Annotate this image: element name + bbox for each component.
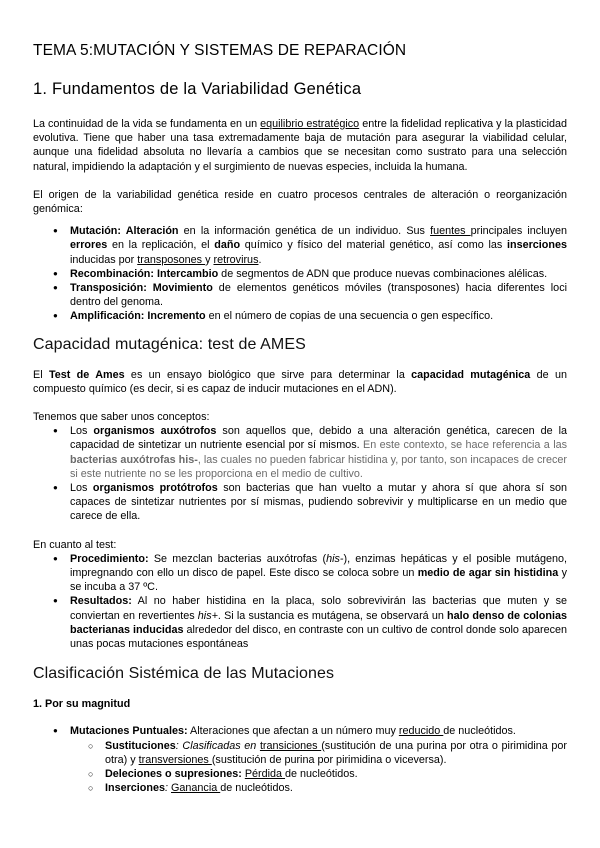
link-transiciones[interactable]: transiciones [259, 739, 322, 752]
section-heading-clasificacion: Clasificación Sistémica de las Mutaciones [33, 665, 335, 683]
text-run: Alteraciones que afectan a un número muy [187, 725, 399, 738]
text-run: de nucleótidos. [443, 725, 516, 738]
text-run: químico y físico del material genético, así como las [240, 239, 507, 252]
term-recombinacion: Recombinación: Intercambio [70, 267, 219, 280]
term-mutaciones-puntuales: Mutaciones Puntuales: [70, 725, 188, 738]
link-retrovirus[interactable]: retrovirus [213, 253, 259, 266]
paragraph-continuidad [33, 117, 567, 174]
list-item-procedimiento [33, 552, 567, 595]
text-run: Los [70, 482, 93, 495]
text-run: Se mezclan bacterias auxótrofas ( [148, 552, 327, 565]
text-run: : [165, 782, 172, 795]
link-transversiones[interactable]: transversiones [138, 753, 212, 766]
text-run: de elementos genéticos móviles (transposones) hacia diferentes loci dentro del genoma. [70, 282, 567, 309]
link-fuentes[interactable]: fuentes [430, 225, 471, 238]
list-item-transposicion [33, 281, 567, 309]
text-run: inducidas por [70, 253, 138, 266]
text-run: son aquellos que, debido a una alteración genética, carecen de la capacidad de sintetizar un nutriente esencial por sí mismos. [70, 425, 567, 452]
link-equilibrio[interactable]: equilibrio estratégico [260, 118, 360, 130]
list-item-deleciones [33, 767, 567, 781]
list-item-resultados [33, 594, 567, 651]
text-run: y se incuba a 37 ºC. [70, 567, 567, 594]
term-his-plus: his+ [197, 609, 218, 622]
paragraph-origen: El origen de la variabilidad genética reside en cuatro procesos centrales de alteración o reorganización genómica: [33, 188, 567, 216]
list-item-inserciones [33, 781, 567, 795]
term-transposicion: Transposición: Movimiento [70, 282, 213, 295]
document-title: TEMA 5:MUTACIÓN Y SISTEMAS DE REPARACIÓN [33, 42, 407, 59]
text-run: Al no haber histidina en la placa, solo sobrevivirán las bacterias que muten y se conviertan en revertientes [70, 595, 567, 622]
text-run: Los [70, 425, 94, 438]
term-inserciones-tipo: Inserciones [105, 782, 166, 795]
text-run: y [205, 253, 214, 266]
text-run: de nucleótidos. [285, 767, 358, 780]
term-inserciones: inserciones [506, 239, 567, 252]
term-halo-denso: halo denso de colonias bacterianas inducidas [70, 609, 567, 636]
list-item-recombinacion [33, 267, 567, 281]
term-mutacion: Mutación: Alteración [70, 225, 179, 238]
text-run-gray: En este contexto, se hace referencia a las [363, 439, 568, 452]
link-perdida[interactable]: Pérdida [244, 767, 286, 780]
list-item-auxotrofos [33, 424, 567, 481]
list-magnitud [33, 724, 567, 738]
text-run: (sustitución de una purina por otra o pirimidina por otra) y [105, 739, 567, 766]
text-run: . [258, 253, 262, 266]
paragraph-conceptos: Tenemos que saber unos conceptos: [33, 411, 210, 424]
list-item-amplificacion [33, 309, 567, 323]
subheading-por-magnitud: 1. Por su magnitud [33, 698, 131, 711]
text-run: . Si la sustancia es mutágena, se observará un [217, 609, 448, 622]
text-run: de un compuesto químico (es decir, si es capaz de inducir mutaciones en el ADN). [33, 368, 567, 395]
paragraph-en-cuanto: En cuanto al test: [33, 538, 117, 551]
list-tipos-puntuales [33, 739, 567, 796]
text-run: alrededor del disco, en contraste con un cultivo de control donde solo aparecen unas pocas mutaciones espontáneas [70, 623, 567, 651]
text-run: principales incluyen [470, 225, 568, 238]
section-heading-ames: Capacidad mutagénica: test de AMES [33, 335, 306, 353]
list-item-mutacion [33, 224, 567, 267]
link-reducido[interactable]: reducido [398, 725, 444, 738]
list-procesos [33, 224, 567, 323]
text-run: de nucleótidos. [220, 782, 293, 795]
link-ganancia[interactable]: Ganancia [171, 782, 221, 795]
text-run: en el número de copias de una secuencia o gen específico. [205, 310, 494, 323]
text-run: : Clasificadas en [175, 739, 260, 752]
text-run: La continuidad de la vida se fundamenta en un [33, 118, 261, 130]
term-bacterias-auxotrofas: bacterias auxótrofas his- [70, 453, 198, 466]
term-sustituciones: Sustituciones [105, 739, 176, 752]
text-run: en la replicación, el [107, 239, 215, 252]
text-run: entre la fidelidad replicativa y la plasticidad evolutiva. Tiene que haber una tasa extremadamente baja de mutación para asegurar la viabilidad celular, aunque una fidelidad absoluta no llevaría a cambios que se necesitan como sustrato para una selección natural, impidiendo la adaptación y el surgimiento de nuevas especies, incluida la humana. [33, 118, 568, 173]
term-test-ames: Test de Ames [48, 368, 125, 381]
term-errores: errores [70, 239, 108, 252]
text-run: El [33, 368, 49, 381]
list-item-puntuales [33, 724, 567, 738]
section-heading-fundamentos: 1. Fundamentos de la Variabilidad Genética [33, 80, 362, 98]
list-item-sustituciones [33, 739, 567, 767]
text-run: (sustitución de purina por pirimidina o viceversa). [211, 753, 447, 766]
term-medio-agar: medio de agar sin histidina [417, 567, 559, 580]
link-transposones[interactable]: transposones [137, 253, 206, 266]
term-deleciones: Deleciones o supresiones: [105, 767, 242, 780]
term-dano: daño [214, 239, 241, 252]
paragraph-test-ames [33, 368, 567, 396]
term-procedimiento: Procedimiento: [70, 552, 149, 565]
text-run: es un ensayo biológico que sirve para determinar la [124, 368, 412, 381]
text-run-gray: , las cuales no pueden fabricar histidina y, por tanto, son incapaces de crecer si este nutriente no se les proporciona en el medio de cultivo. [70, 453, 567, 480]
term-resultados: Resultados: [70, 595, 132, 608]
text-run: son bacterias que han vuelto a mutar y ahora sí que ahora sí son capaces de sintetizar nutrientes por sí mismas, pudiendo sobrevivir y multiplicarse en un medio que carece de ella. [70, 482, 567, 523]
list-conceptos [33, 424, 567, 523]
term-prototrofos: organismos protótrofos [92, 482, 218, 495]
text-run: en la información genética de un individuo. Sus [178, 225, 431, 238]
text-run: de segmentos de ADN que produce nuevas combinaciones alélicas. [218, 267, 548, 280]
term-auxotrofos: organismos auxótrofos [93, 425, 217, 438]
term-his-minus: his- [326, 552, 344, 565]
list-item-prototrofos [33, 481, 567, 524]
list-test [33, 552, 567, 651]
term-capacidad-mutagenica: capacidad mutagénica [411, 368, 531, 381]
text-run: ), enzimas hepáticas y el posible mutágeno, impregnando con ello un disco de papel. Este disco se coloca sobre un [70, 552, 567, 580]
term-amplificacion: Amplificación: Incremento [70, 310, 206, 323]
